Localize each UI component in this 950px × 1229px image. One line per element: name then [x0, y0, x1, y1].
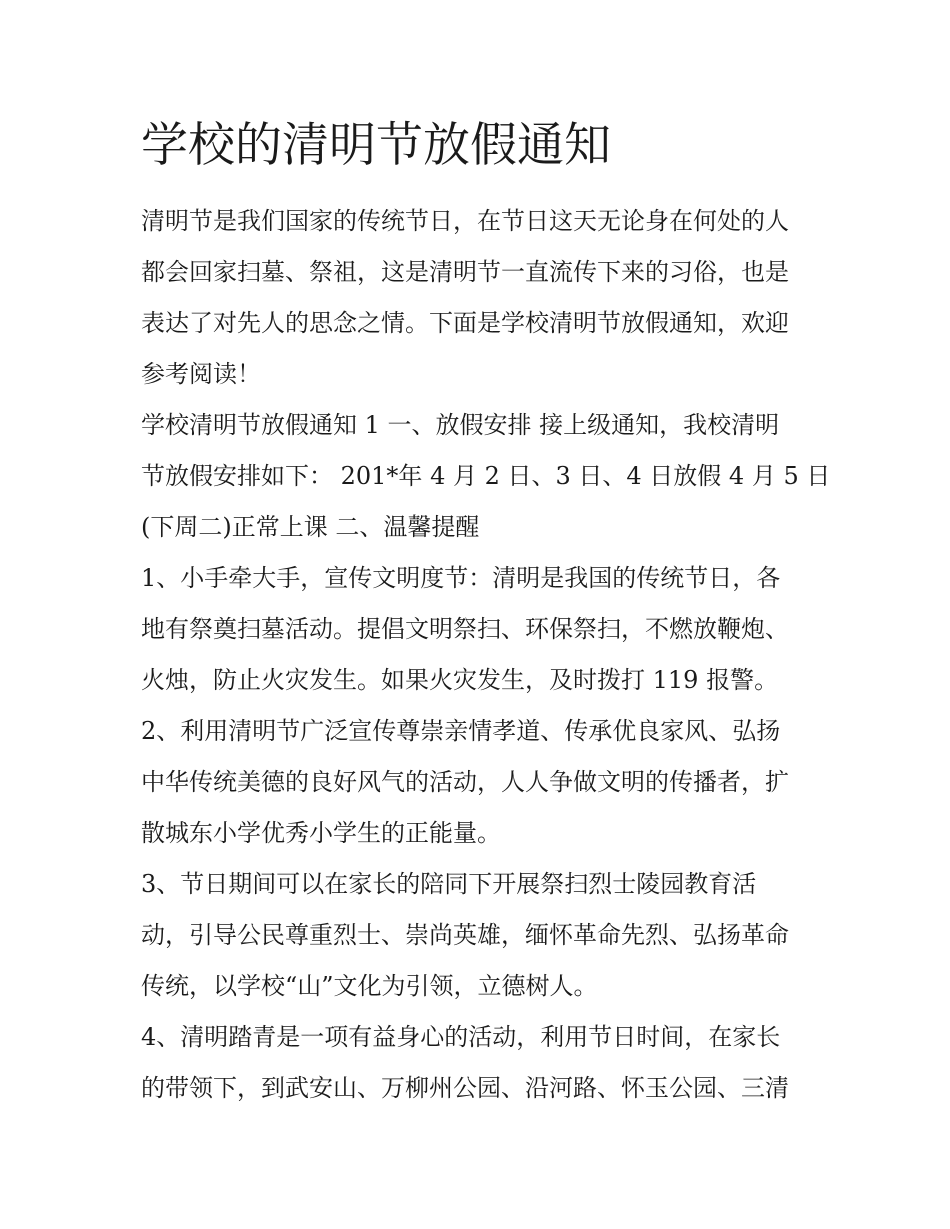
text-line: 动，引导公民尊重烈士、崇尚英雄，缅怀革命先烈、弘扬革命 — [141, 921, 789, 949]
text-line: 地有祭奠扫墓活动。提倡文明祭扫、环保祭扫，不燃放鞭炮、 — [141, 615, 789, 643]
text-line: 的带领下，到武安山、万柳州公园、沿河路、怀玉公园、三清 — [141, 1074, 789, 1102]
text-line: 节放假安排如下： 201*年 4 月 2 日、3 日、4 日放假 4 月 5 日 — [141, 462, 831, 490]
text-line: 参考阅读！ — [141, 360, 261, 388]
text-line: 1、小手牵大手，宣传文明度节：清明是我国的传统节日，各 — [141, 564, 781, 592]
document-title: 学校的清明节放假通知 — [141, 118, 611, 173]
text-line: 中华传统美德的良好风气的活动，人人争做文明的传播者，扩 — [141, 768, 789, 796]
text-line: 表达了对先人的思念之情。下面是学校清明节放假通知，欢迎 — [141, 309, 789, 337]
text-line: 散城东小学优秀小学生的正能量。 — [141, 819, 501, 847]
text-line: 3、节日期间可以在家长的陪同下开展祭扫烈士陵园教育活 — [141, 870, 757, 898]
text-line: 学校清明节放假通知 1 一、放假安排 接上级通知，我校清明 — [141, 411, 780, 439]
document-body — [141, 196, 831, 1114]
text-line: 清明节是我们国家的传统节日，在节日这天无论身在何处的人 — [141, 207, 789, 235]
text-line: 4、清明踏青是一项有益身心的活动，利用节日时间，在家长 — [141, 1023, 781, 1051]
text-line: 火烛，防止火灾发生。如果火灾发生，及时拨打 119 报警。 — [141, 666, 779, 694]
text-line: 都会回家扫墓、祭祖，这是清明节一直流传下来的习俗，也是 — [141, 258, 789, 286]
text-line: 传统，以学校“山”文化为引领，立德树人。 — [141, 972, 598, 1000]
text-line: 2、利用清明节广泛宣传尊崇亲情孝道、传承优良家风、弘扬 — [141, 717, 781, 745]
text-line: (下周二)正常上课 二、温馨提醒 — [141, 513, 480, 541]
